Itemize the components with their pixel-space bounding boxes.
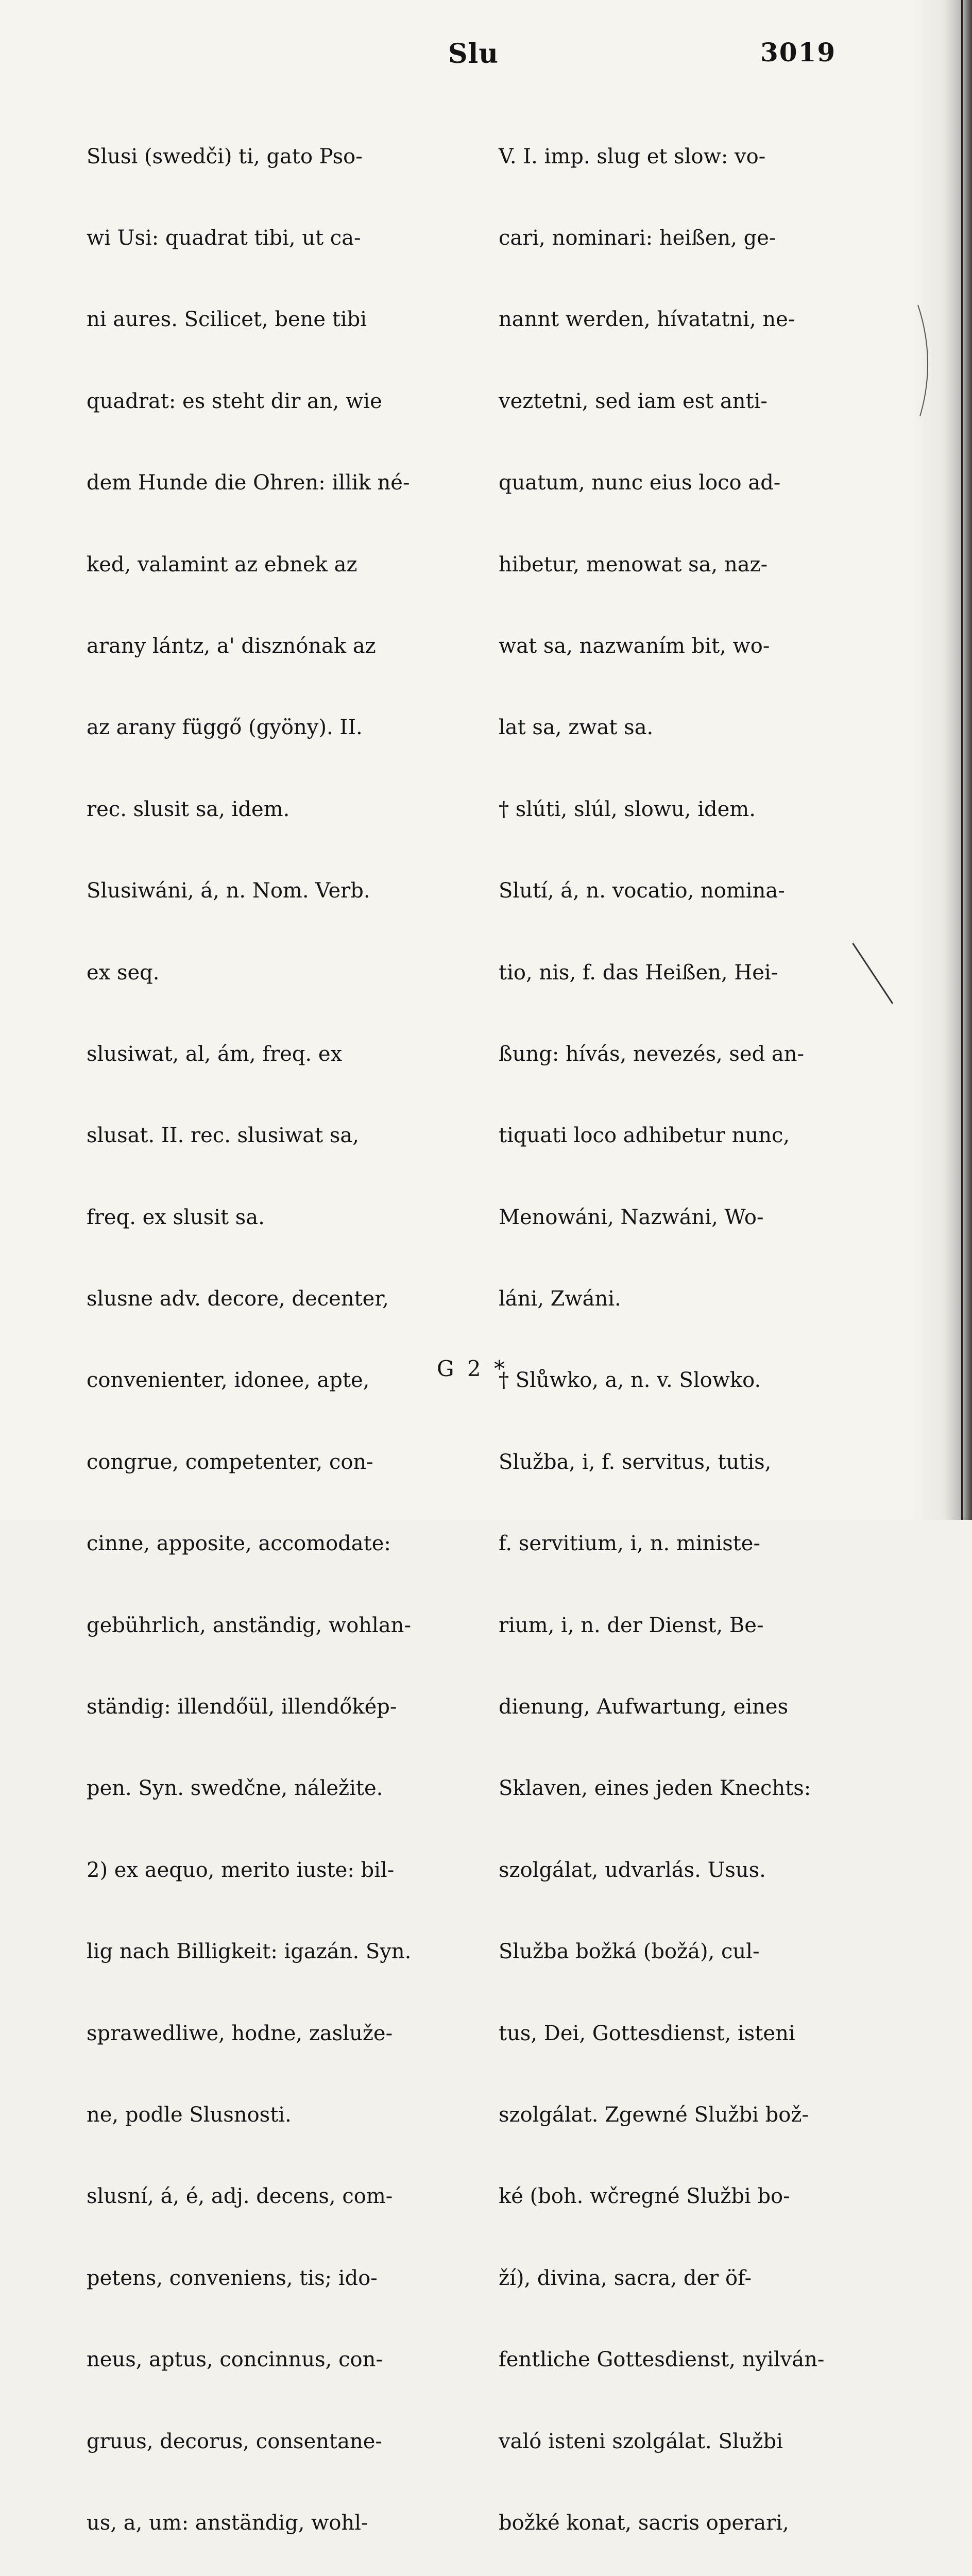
text-line: ex seq. (87, 960, 160, 985)
text-line: 2) ex aequo, merito iuste: bil- (87, 1858, 395, 1882)
text-line: wat sa, nazwaním bit, wo- (499, 634, 770, 658)
text-line: Menowáni, Nazwáni, Wo- (499, 1205, 764, 1229)
text-line: rec. slusit sa, idem. (87, 797, 290, 821)
text-line: ßung: hívás, nevezés, sed an- (499, 1042, 805, 1066)
text-line: quatum, nunc eius loco ad- (499, 471, 781, 495)
page-edge-shadow (910, 0, 972, 1520)
text-line: gebührlich, anständig, wohlan- (87, 1613, 411, 1637)
text-line: ked, valamint az ebnek az (87, 552, 357, 577)
text-line: fentliche Gottesdienst, nyilván- (499, 2348, 825, 2372)
text-line: slusne adv. decore, decenter, (87, 1287, 389, 1311)
text-line: tio, nis, f. das Heißen, Hei- (499, 960, 778, 985)
text-line: veztetni, sed iam est anti- (499, 389, 768, 413)
left-column (87, 89, 478, 2576)
text-line: ständig: illendőül, illendőkép- (87, 1695, 397, 1719)
text-line: convenienter, idonee, apte, (87, 1368, 370, 1393)
text-line: congrue, competenter, con- (87, 1450, 373, 1474)
text-line: láni, Zwáni. (499, 1287, 621, 1311)
text-line: quadrat: es steht dir an, wie (87, 389, 382, 413)
text-line: božké konat, sacris operari, (499, 2511, 789, 2535)
text-line: slusiwat, al, ám, freq. ex (87, 1042, 343, 1066)
text-line: az arany függő (gyöny). II. (87, 716, 363, 740)
signature-mark: G 2 * (437, 1356, 508, 1381)
text-line: hibetur, menowat sa, naz- (499, 552, 768, 577)
text-line: Sklaven, eines jeden Knechts: (499, 1776, 811, 1801)
text-line: Slutí, á, n. vocatio, nomina- (499, 879, 785, 903)
text-line: slusní, á, é, adj. decens, com- (87, 2184, 393, 2209)
text-line: wi Usi: quadrat tibi, ut ca- (87, 226, 361, 250)
text-line: Slusi (swedči) ti, gato Pso- (87, 144, 363, 168)
text-line: dienung, Aufwartung, eines (499, 1695, 789, 1719)
text-line: petens, conveniens, tis; ido- (87, 2266, 378, 2290)
text-line: V. I. imp. slug et slow: vo- (499, 144, 766, 168)
text-line: f. servitium, i, n. ministe- (499, 1532, 760, 1556)
text-line: gruus, decorus, consentane- (87, 2429, 382, 2453)
text-line: dem Hunde die Ohren: illik né- (87, 471, 410, 495)
page-edge-line (961, 0, 963, 1520)
text-line: sprawedliwe, hodne, zasluže- (87, 2021, 393, 2045)
text-line: pen. Syn. swedčne, náležite. (87, 1776, 383, 1801)
text-line: cinne, apposite, accomodate: (87, 1532, 391, 1556)
text-line: † slúti, slúl, slowu, idem. (499, 797, 756, 821)
text-line: nannt werden, hívatatni, ne- (499, 308, 795, 332)
text-line: rium, i, n. der Dienst, Be- (499, 1613, 764, 1637)
text-line: us, a, um: anständig, wohl- (87, 2511, 368, 2535)
text-line: Služba božká (božá), cul- (499, 1940, 760, 1964)
text-line: ké (boh. wčregné Službi bo- (499, 2184, 790, 2209)
text-line: Služba, i, f. servitus, tutis, (499, 1450, 772, 1474)
scan-artifact-stroke (852, 943, 894, 1005)
page-number: 3019 (760, 37, 837, 67)
text-line: cari, nominari: heißen, ge- (499, 226, 776, 250)
text-line: slusat. II. rec. slusiwat sa, (87, 1124, 359, 1148)
text-line: ni aures. Scilicet, bene tibi (87, 308, 367, 332)
text-line: szolgálat. Zgewné Službi bož- (499, 2103, 809, 2127)
text-line: freq. ex slusit sa. (87, 1205, 265, 1229)
text-line: lat sa, zwat sa. (499, 716, 654, 740)
text-line: lig nach Billigkeit: igazán. Syn. (87, 1940, 412, 1964)
text-line: Slusiwáni, á, n. Nom. Verb. (87, 879, 370, 903)
text-line: tiquati loco adhibetur nunc, (499, 1124, 790, 1148)
text-line: ží), divina, sacra, der öf- (499, 2266, 752, 2290)
text-line: tus, Dei, Gottesdienst, isteni (499, 2021, 795, 2045)
text-line: † Slůwko, a, n. v. Slowko. (499, 1368, 761, 1393)
running-header-word: Slu (448, 38, 499, 70)
text-line: ne, podle Slusnosti. (87, 2103, 292, 2127)
right-column (499, 89, 854, 2576)
text-line: szolgálat, udvarlás. Usus. (499, 1858, 766, 1882)
text-line: neus, aptus, concinnus, con- (87, 2348, 383, 2372)
scan-artifact-arc (917, 304, 937, 417)
text-line: arany lántz, a' disznónak az (87, 634, 376, 658)
text-line: való isteni szolgálat. Službi (499, 2429, 783, 2453)
